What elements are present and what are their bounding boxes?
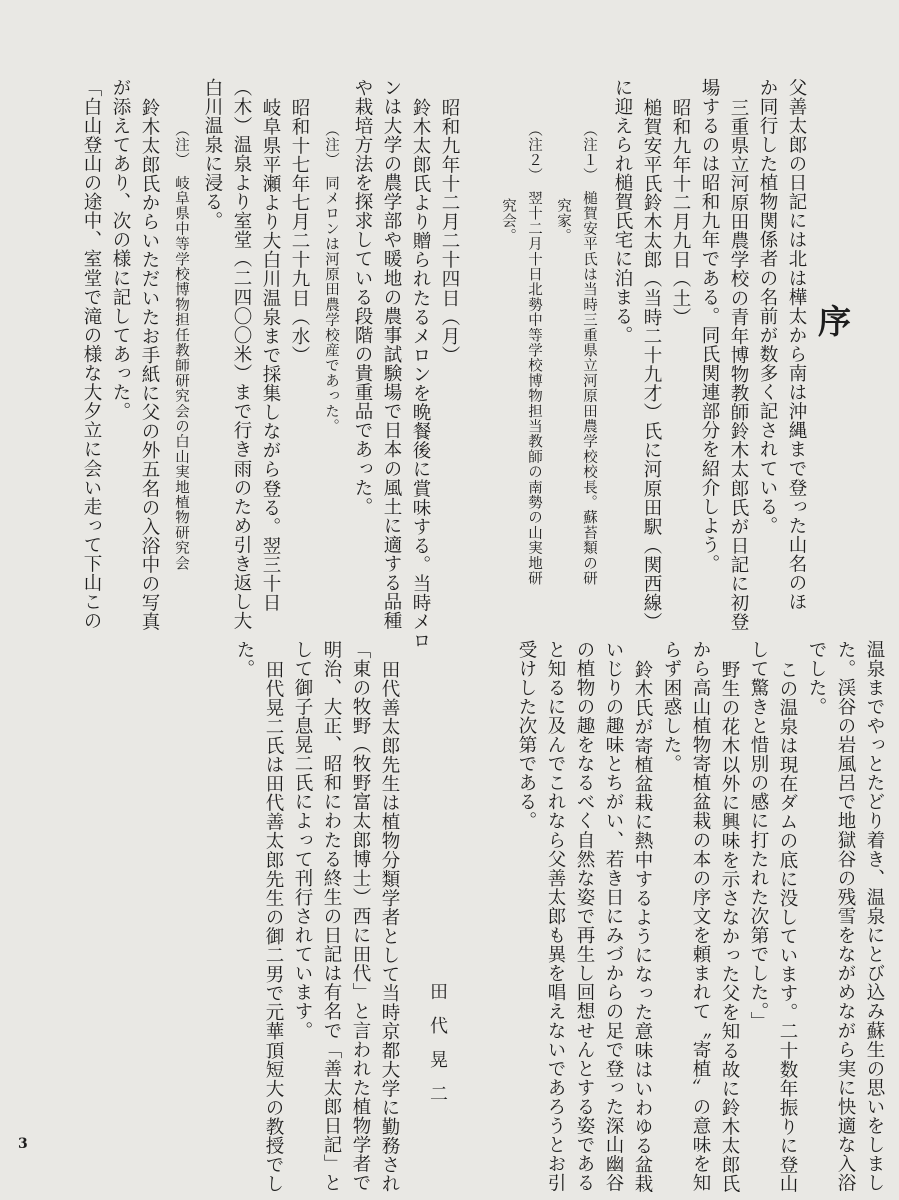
text-column: や栽培方法を探求している段階の貴重品であった。 bbox=[352, 78, 373, 517]
text-column: 場するのは昭和九年である。同氏関連部分を紹介しよう。 bbox=[699, 78, 720, 574]
text-column: （木）温泉より室堂（二四〇〇米）まで行き雨のため引き返し大 bbox=[231, 78, 252, 631]
text-column: 明治、大正、昭和にわたる終生の日記は有名で「善太郎日記」と bbox=[321, 640, 342, 1193]
text-column: この温泉は現在ダムの底に没しています。二十数年振りに登山 bbox=[777, 660, 798, 1194]
text-column: 白川温泉に浸る。 bbox=[202, 78, 223, 231]
author-signature: 田代晃二 bbox=[427, 982, 448, 1118]
preface-heading: 序 bbox=[818, 302, 851, 341]
text-column: 「白山登山の途中、室堂で滝の様な大夕立に会い走って下山この bbox=[81, 78, 102, 631]
text-column: して御子息晃二氏によって刊行されています。 bbox=[292, 640, 313, 1041]
footnote-line: 究家。 bbox=[555, 198, 571, 244]
text-column: 受けした次第である。 bbox=[516, 640, 537, 831]
text-column: 鈴木太郎氏より贈られたるメロンを晩餐後に賞味する。当時メロ bbox=[410, 98, 431, 651]
text-column: 父善太郎の日記には北は樺太から南は沖縄まで登った山名のほ bbox=[786, 78, 807, 612]
text-column: 槌賀安平氏鈴木太郎（当時二十九才）氏に河原田駅（関西線） bbox=[641, 98, 662, 632]
text-column: 昭和九年十二月二十四日（月） bbox=[439, 98, 460, 365]
text-column: でした。 bbox=[806, 640, 827, 717]
footnote-line: （注２） 翌十二月十日北勢中等学校博物担当教師の南勢の山実地研 bbox=[526, 122, 542, 586]
text-column: 昭和十七年七月二十九日（水） bbox=[289, 98, 310, 365]
text-column: して驚きと惜別の感に打たれた次第でした。」 bbox=[748, 640, 769, 1031]
text-column: の植物の趣をなるべく自然な姿で再生し回想せんとする姿である bbox=[574, 640, 595, 1193]
footnote-line: （注１） 槌賀安平氏は当時三重県立河原田農学校校長。蘇苔類の研 bbox=[581, 122, 597, 586]
text-column: らず困惑した。 bbox=[661, 640, 682, 774]
text-column: か同行した植物関係者の名前が数多く記されている。 bbox=[757, 78, 778, 536]
footnote-line: （注） 岐阜県中等学校博物担任教師研究会の白山実地植物研究会 bbox=[173, 122, 189, 571]
page-number: 3 bbox=[18, 1136, 28, 1152]
text-column: いじりの趣味とちがい、若き日にみづからの足で登った深山幽谷 bbox=[603, 640, 624, 1193]
text-column: と知るに及んでこれなら父善太郎も異を唱えないであろうとお引 bbox=[545, 640, 566, 1193]
text-column: 昭和九年十二月九日（土） bbox=[670, 98, 691, 327]
footnote-line: （注） 同メロンは河原田農学校産であった。 bbox=[323, 122, 339, 434]
text-column: 岐阜県平瀬より大白川温泉まで採集しながら登る。翌三十日 bbox=[260, 98, 281, 613]
text-column: 「東の牧野（牧野富太郎博士）西に田代」と言われた植物学者で bbox=[350, 640, 371, 1193]
text-column: に迎えられ槌賀氏宅に泊まる。 bbox=[612, 78, 633, 345]
text-column: から高山植物寄植盆栽の本の序文を頼まれて〝寄植〟の意味を知 bbox=[690, 640, 711, 1193]
text-column: ンは大学の農学部や暖地の農事試験場で日本の風土に適する品種 bbox=[381, 78, 402, 631]
text-column: 田代善太郎先生は植物分類学者として当時京都大学に勤務され bbox=[379, 660, 400, 1194]
text-column: た。渓谷の岩風呂で地獄谷の残雪をながめながら実に快適な入浴 bbox=[835, 640, 856, 1193]
text-column: 温泉までやっとたどり着き、温泉にとび込み蘇生の思いをしまし bbox=[864, 640, 885, 1193]
text-column: た。 bbox=[234, 640, 255, 679]
text-column: 野生の花木以外に興味を示さなかった父を知る故に鈴木太郎氏 bbox=[719, 660, 740, 1194]
text-column: 鈴木太郎氏からいただいたお手紙に父の外五名の入浴中の写真 bbox=[139, 98, 160, 632]
text-column: 田代晃二氏は田代善太郎先生の御二男で元華頂短大の教授でし bbox=[263, 660, 284, 1194]
text-column: 三重県立河原田農学校の青年博物教師鈴木太郎氏が日記に初登 bbox=[728, 98, 749, 632]
text-column: 鈴木氏が寄植盆栽に熱中するようになった意味はいわゆる盆栽 bbox=[632, 660, 653, 1194]
footnote-line: 究会。 bbox=[500, 198, 516, 244]
text-column: が添えてあり、次の様に記してあった。 bbox=[110, 78, 131, 421]
